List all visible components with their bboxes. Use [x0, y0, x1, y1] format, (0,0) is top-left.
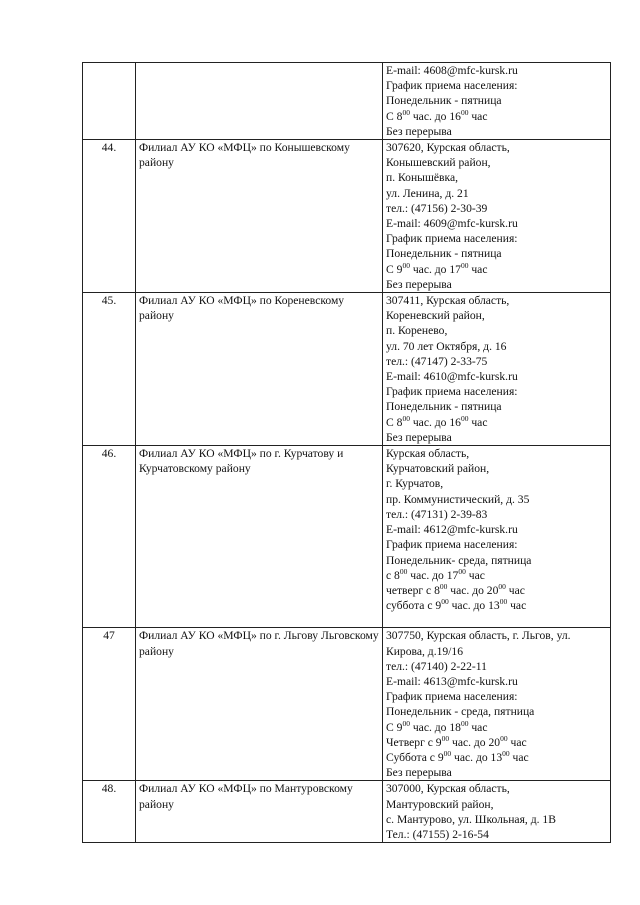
time-superscript: 00	[443, 749, 452, 759]
branch-contacts	[383, 781, 611, 843]
row-number: 47	[83, 628, 136, 781]
time-superscript: 00	[498, 582, 506, 592]
contact-line: E-mail: 4609@mfc-kursk.ru	[386, 217, 518, 231]
contact-line: E-mail: 4608@mfc-kursk.ru	[386, 64, 518, 77]
contact-line: E-mail: 4613@mfc-kursk.ru	[386, 674, 518, 688]
time-text: Суббота с 9	[386, 750, 444, 764]
contact-line: Без перерыва	[386, 430, 452, 444]
contact-line: Понедельник - пятница	[386, 400, 502, 414]
time-text: час	[468, 262, 488, 276]
time-text: час	[468, 720, 488, 734]
time-text: час	[507, 599, 527, 613]
time-superscript: 00	[502, 749, 510, 759]
row-number: 45.	[83, 293, 136, 446]
contact-line: тел.: (47140) 2-22-11	[386, 659, 487, 673]
contact-line: ул. Ленина, д. 21	[386, 186, 469, 200]
row-number: 46.	[83, 446, 136, 628]
time-superscript: 00	[460, 260, 469, 270]
contact-line	[386, 109, 607, 124]
contact-line: п. Конышёвка,	[386, 171, 458, 185]
contact-line: п. Коренево,	[386, 324, 448, 338]
contact-line: Без перерыва	[386, 124, 452, 138]
time-text: С 8	[386, 109, 403, 123]
branch-name: Филиал АУ КО «МФЦ» по Мантуровскому району	[136, 781, 383, 843]
branch-contacts	[383, 63, 611, 140]
time-text: час. до 17	[409, 262, 461, 276]
contact-line: E-mail: 4612@mfc-kursk.ru	[386, 523, 518, 537]
contact-line	[386, 568, 607, 583]
time-text: четверг с 8	[386, 583, 440, 597]
contact-line: тел.: (47131) 2-39-83	[386, 507, 488, 521]
time-text: С 8	[386, 415, 403, 429]
time-text: час	[468, 109, 488, 123]
time-text: час. до 20	[447, 583, 499, 597]
contact-line: Без перерыва	[386, 277, 452, 291]
time-superscript: 00	[402, 107, 410, 117]
contact-line: 307411, Курская область,	[386, 294, 510, 308]
time-superscript: 00	[460, 107, 469, 117]
time-text: час. до 13	[448, 599, 500, 613]
row-number	[83, 63, 136, 140]
contact-line	[386, 598, 607, 613]
contact-line: График приема населения:	[386, 690, 518, 704]
table-row	[83, 293, 611, 446]
time-text: суббота с 9	[386, 599, 442, 613]
time-text: час. до 13	[451, 750, 503, 764]
time-text: час. до 16	[409, 415, 461, 429]
time-superscript: 00	[439, 582, 448, 592]
time-text: час. до 16	[409, 109, 461, 123]
contact-line: Курская область,	[386, 447, 470, 461]
contact-line	[386, 735, 607, 750]
contact-line: Понедельник - среда, пятница	[386, 705, 535, 719]
branch-name: Филиал АУ КО «МФЦ» по г. Курчатову и Курчатовскому району	[136, 446, 383, 628]
branch-name: Филиал АУ КО «МФЦ» по Конышевскому району	[136, 140, 383, 293]
time-text: час. до 17	[407, 568, 459, 582]
time-superscript: 00	[402, 718, 410, 728]
contact-line: с. Мантурово, ул. Школьная, д. 1В	[386, 812, 556, 826]
time-superscript: 00	[402, 260, 410, 270]
contact-line	[386, 720, 607, 735]
branch-contacts	[383, 140, 611, 293]
contact-line: Конышевский район,	[386, 156, 491, 170]
time-text: час. до 20	[449, 735, 501, 749]
branch-name: Филиал АУ КО «МФЦ» по Кореневскому району	[136, 293, 383, 446]
time-text: час	[468, 415, 488, 429]
table-row	[83, 63, 611, 140]
contact-line	[386, 750, 607, 765]
branch-name: Филиал АУ КО «МФЦ» по г. Льгову Льговскому району	[136, 628, 383, 781]
time-text: С 9	[386, 262, 403, 276]
time-text: с 8	[386, 568, 400, 582]
contact-line: Понедельник - пятница	[386, 94, 502, 108]
contact-line: Тел.: (47155) 2-16-54	[386, 827, 489, 841]
table-row	[83, 781, 611, 843]
time-superscript: 00	[441, 597, 449, 607]
contact-line: 307000, Курская область,	[386, 782, 510, 796]
time-superscript: 00	[500, 733, 508, 743]
time-text: Четверг с 9	[386, 735, 442, 749]
contact-line: 307750, Курская область, г. Льгов, ул. Кирова, д.19/16	[386, 629, 571, 658]
time-superscript: 00	[441, 733, 450, 743]
contact-line: тел.: (47156) 2-30-39	[386, 201, 488, 215]
time-superscript: 00	[399, 566, 408, 576]
contact-line: тел.: (47147) 2-33-75	[386, 354, 488, 368]
time-text: час. до 18	[409, 720, 461, 734]
contact-line: 307620, Курская область,	[386, 141, 510, 155]
contact-line: Без перерыва	[386, 766, 452, 780]
table-row	[83, 140, 611, 293]
contact-line: пр. Коммунистический, д. 35	[386, 492, 530, 506]
time-text: час	[505, 583, 525, 597]
branch-name	[136, 63, 383, 140]
row-number: 44.	[83, 140, 136, 293]
branch-contacts	[383, 293, 611, 446]
time-superscript: 00	[460, 718, 469, 728]
contact-line: Кореневский район,	[386, 309, 485, 323]
contact-line: Курчатовский район,	[386, 462, 490, 476]
table-body	[83, 63, 611, 843]
contact-line: Понедельник - пятница	[386, 247, 502, 261]
branch-contacts	[383, 446, 611, 628]
contact-line: г. Курчатов,	[386, 477, 444, 491]
time-text: С 9	[386, 720, 403, 734]
time-superscript: 00	[402, 413, 410, 423]
time-text: час	[509, 750, 529, 764]
contact-line: ул. 70 лет Октября, д. 16	[386, 339, 507, 353]
contact-line	[386, 583, 607, 598]
contact-line: График приема населения:	[386, 385, 518, 399]
time-superscript: 00	[458, 566, 466, 576]
mfc-branches-table	[82, 62, 611, 843]
contact-line: График приема населения:	[386, 232, 518, 246]
contact-line: График приема населения:	[386, 79, 518, 93]
table-row	[83, 446, 611, 628]
contact-line: График приема населения:	[386, 538, 518, 552]
table-row	[83, 628, 611, 781]
contact-line	[386, 415, 607, 430]
time-text: час	[507, 735, 527, 749]
contact-line: Мантуровский район,	[386, 797, 494, 811]
contact-line: E-mail: 4610@mfc-kursk.ru	[386, 370, 518, 384]
time-superscript: 00	[460, 413, 469, 423]
branch-contacts	[383, 628, 611, 781]
row-number: 48.	[83, 781, 136, 843]
contact-line: Понедельник- среда, пятница	[386, 553, 532, 567]
contact-line	[386, 262, 607, 277]
time-text: час	[465, 568, 485, 582]
time-superscript: 00	[499, 597, 508, 607]
